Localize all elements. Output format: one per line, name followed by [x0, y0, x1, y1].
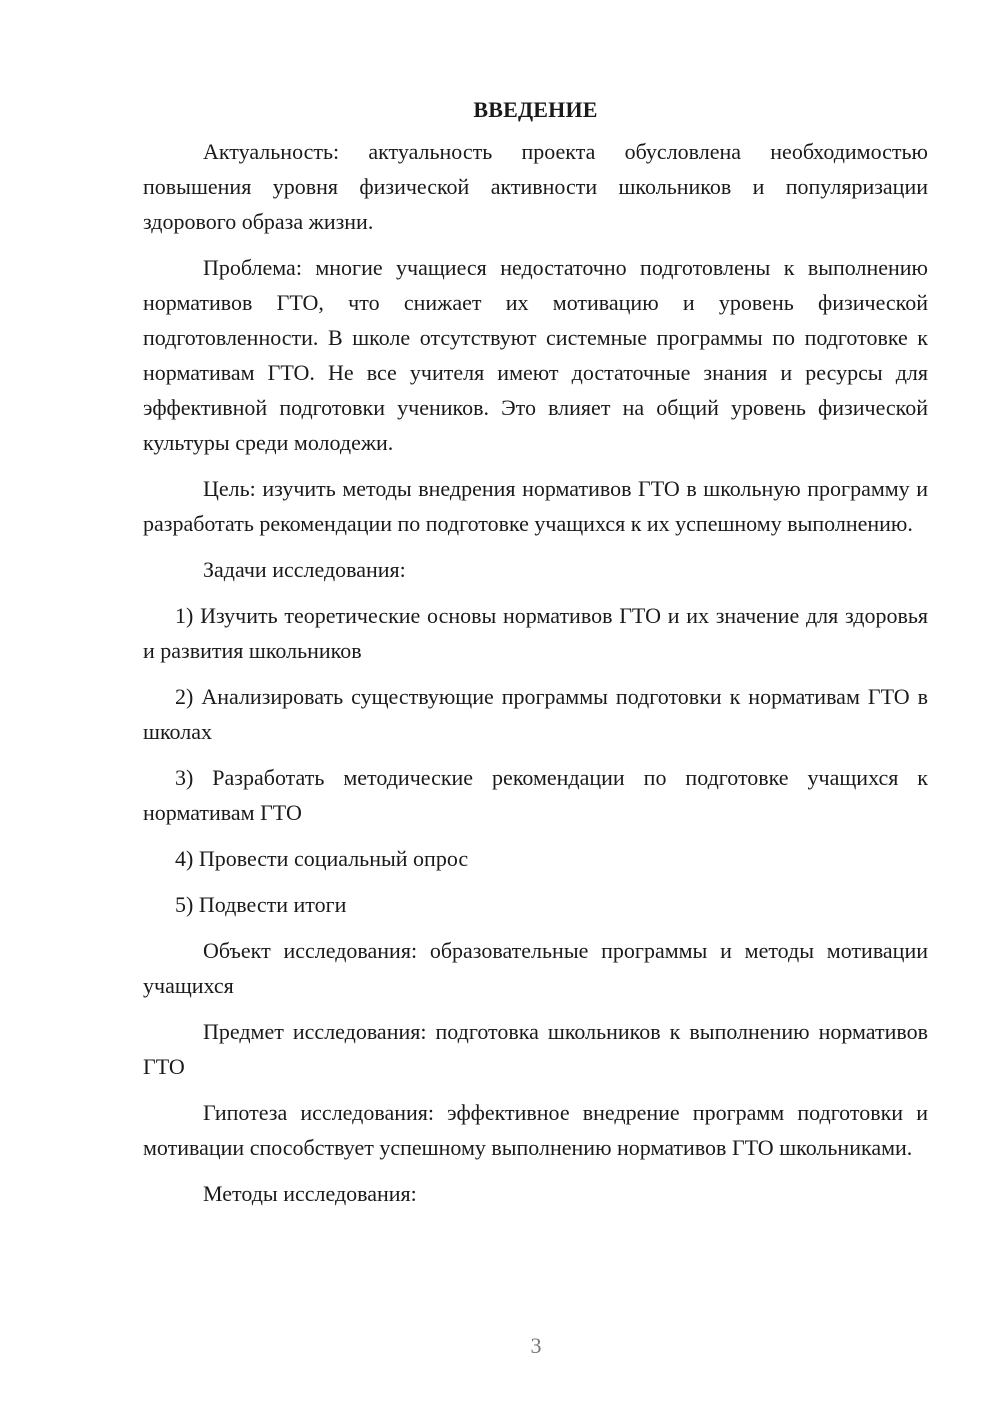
tasks-heading: Задачи исследования:	[203, 557, 406, 582]
methods-heading: Методы исследования:	[203, 1181, 417, 1206]
paragraph-goal: Цель: изучить методы внедрения нормативов ГТО в школьную программу и разработать рекомендации по подготовке учащихся к их успешному выполнению.	[143, 476, 928, 536]
section-title: ВВЕДЕНИЕ	[473, 97, 598, 122]
paragraph-hypothesis: Гипотеза исследования: эффективное внедрение программ подготовки и мотивации способствует успешному выполнению нормативов ГТО школьниками.	[143, 1100, 928, 1160]
task-item-2: 2) Анализировать существующие программы подготовки к нормативам ГТО в школах	[143, 684, 928, 744]
task-item-3: 3) Разработать методические рекомендации по подготовке учащихся к нормативам ГТО	[143, 765, 928, 825]
task-item-1: 1) Изучить теоретические основы нормативов ГТО и их значение для здоровья и развития школьников	[143, 603, 928, 663]
task-item-5: 5) Подвести итоги	[175, 892, 347, 917]
paragraph-problem: Проблема: многие учащиеся недостаточно подготовлены к выполнению нормативов ГТО, что снижает их мотивацию и уровень физической подготовленности. В школе отсутствуют системные программы по подготовке к нормативам ГТО. Не все учителя имеют достаточные знания и ресурсы для эффективной подготовки учеников. Это влияет на общий уровень физической культуры среди молодежи.	[143, 255, 928, 455]
document-page	[143, 94, 928, 1222]
paragraph-object: Объект исследования: образовательные программы и методы мотивации учащихся	[143, 938, 928, 998]
page-number: 3	[530, 1333, 542, 1358]
paragraph-relevance: Актуальность: актуальность проекта обусловлена необходимостью повышения уровня физической активности школьников и популяризации здорового образа жизни.	[143, 139, 928, 234]
task-item-4: 4) Провести социальный опрос	[175, 846, 469, 871]
paragraph-subject: Предмет исследования: подготовка школьников к выполнению нормативов ГТО	[143, 1019, 928, 1079]
